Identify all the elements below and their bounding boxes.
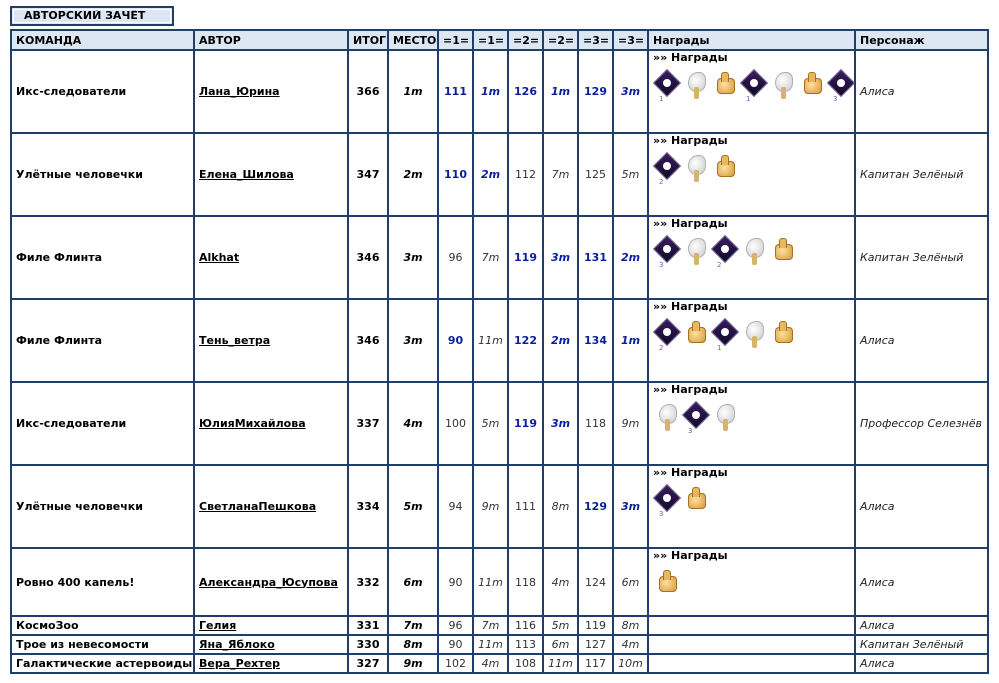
place-cell: 8m	[389, 636, 437, 653]
awards-cell	[649, 300, 854, 381]
round2-place: 8m	[544, 466, 577, 547]
author-cell	[195, 134, 347, 215]
team-cell: Галактические астервоиды	[12, 655, 193, 672]
table-row	[12, 300, 987, 381]
winged-trophy-icon[interactable]	[711, 402, 739, 436]
awards-toggle[interactable]: »» Награды	[653, 300, 728, 313]
round1-score: 90	[439, 300, 472, 381]
medal-rank-label: 3	[659, 261, 664, 269]
awards-icons	[653, 153, 850, 187]
team-cell: Икс-следователи	[12, 51, 193, 132]
diamond-shape	[740, 69, 768, 97]
header-round1-place: =1=	[474, 31, 507, 49]
character-cell: Алиса	[856, 655, 987, 672]
round1-score: 96	[439, 217, 472, 298]
author-link[interactable]: Яна_Яблоко	[199, 638, 275, 651]
author-link[interactable]: СветланаПешкова	[199, 500, 317, 513]
round1-place: 7m	[474, 217, 507, 298]
place-cell: 6m	[389, 549, 437, 615]
round3-place: 10m	[614, 655, 647, 672]
medal-rank-label: 3	[833, 95, 838, 103]
winged-trophy-icon[interactable]	[682, 70, 710, 104]
place-cell: 2m	[389, 134, 437, 215]
round2-place: 3m	[544, 217, 577, 298]
awards-toggle[interactable]: »» Награды	[653, 383, 728, 396]
total-cell: 330	[349, 636, 387, 653]
author-cell	[195, 466, 347, 547]
author-cell	[195, 300, 347, 381]
thumbs-up-icon[interactable]	[769, 236, 797, 270]
medal-rank-label: 1	[659, 95, 664, 103]
round1-score: 94	[439, 466, 472, 547]
awards-toggle[interactable]: »» Награды	[653, 217, 728, 230]
round1-score: 90	[439, 549, 472, 615]
character-cell: Капитан Зелёный	[856, 217, 987, 298]
total-cell: 327	[349, 655, 387, 672]
round1-place: 11m	[474, 636, 507, 653]
round2-place: 11m	[544, 655, 577, 672]
round2-place: 2m	[544, 300, 577, 381]
results-table	[10, 29, 989, 674]
round2-score: 126	[509, 51, 542, 132]
medal-diamond-icon[interactable]	[653, 153, 681, 187]
table-row	[12, 636, 987, 653]
medal-rank-label: 2	[717, 261, 722, 269]
winged-trophy-icon[interactable]	[740, 319, 768, 353]
team-cell: Трое из невесомости	[12, 636, 193, 653]
place-cell: 9m	[389, 655, 437, 672]
diamond-shape	[682, 401, 710, 429]
tab-inner-border	[13, 9, 171, 23]
round2-place: 6m	[544, 636, 577, 653]
thumbs-up-icon[interactable]	[769, 319, 797, 353]
author-cell	[195, 636, 347, 653]
round1-place: 4m	[474, 655, 507, 672]
awards-cell	[649, 51, 854, 132]
round3-place: 1m	[614, 300, 647, 381]
character-cell: Профессор Селезнёв	[856, 383, 987, 464]
winged-trophy-icon[interactable]	[682, 153, 710, 187]
medal-diamond-icon[interactable]	[653, 485, 681, 519]
table-row	[12, 217, 987, 298]
header-round1-score: =1=	[439, 31, 472, 49]
character-cell: Алиса	[856, 300, 987, 381]
awards-cell	[649, 466, 854, 547]
round3-place: 3m	[614, 466, 647, 547]
author-link[interactable]: Елена_Шилова	[199, 168, 294, 181]
character-cell: Капитан Зелёный	[856, 134, 987, 215]
round1-place: 1m	[474, 51, 507, 132]
round3-place: 6m	[614, 549, 647, 615]
character-cell: Алиса	[856, 617, 987, 634]
thumbs-up-icon[interactable]	[711, 153, 739, 187]
thumb-shape	[717, 161, 735, 177]
round3-place: 5m	[614, 134, 647, 215]
tab-author-standings[interactable]	[10, 6, 174, 26]
character-cell: Алиса	[856, 466, 987, 547]
place-cell: 7m	[389, 617, 437, 634]
total-cell: 346	[349, 300, 387, 381]
author-cell	[195, 383, 347, 464]
round3-score: 129	[579, 51, 612, 132]
thumb-shape	[688, 493, 706, 509]
place-cell: 3m	[389, 300, 437, 381]
awards-cell	[649, 636, 854, 653]
thumbs-up-icon[interactable]	[682, 485, 710, 519]
round1-score: 90	[439, 636, 472, 653]
tab-label: АВТОРСКИЙ ЗАЧЁТ	[24, 9, 146, 22]
round1-score: 102	[439, 655, 472, 672]
diamond-shape	[653, 152, 681, 180]
author-link[interactable]: ЮлияМихайлова	[199, 417, 306, 430]
awards-cell	[649, 217, 854, 298]
awards-cell	[649, 549, 854, 615]
round2-score: 112	[509, 134, 542, 215]
round1-place: 5m	[474, 383, 507, 464]
author-link[interactable]: Александра_Юсупова	[199, 575, 338, 589]
header-round3-score: =3=	[579, 31, 612, 49]
author-cell	[195, 217, 347, 298]
author-cell	[195, 617, 347, 634]
diamond-shape	[653, 235, 681, 263]
table-row	[12, 466, 987, 547]
round3-score: 134	[579, 300, 612, 381]
medal-diamond-icon[interactable]	[711, 319, 739, 353]
awards-toggle[interactable]: »» Награды	[653, 134, 728, 147]
awards-toggle[interactable]: »» Награды	[653, 549, 728, 562]
round1-place: 7m	[474, 617, 507, 634]
diamond-shape	[653, 484, 681, 512]
awards-icons	[653, 485, 850, 519]
team-cell: Улётные человечки	[12, 134, 193, 215]
medal-diamond-icon[interactable]	[827, 70, 854, 104]
medal-diamond-icon[interactable]	[653, 70, 681, 104]
round3-score: 117	[579, 655, 612, 672]
medal-diamond-icon[interactable]	[740, 70, 768, 104]
character-cell: Капитан Зелёный	[856, 636, 987, 653]
round1-place: 11m	[474, 549, 507, 615]
medal-rank-label: 2	[659, 344, 664, 352]
author-cell	[195, 549, 347, 615]
header-awards: Награды	[649, 31, 854, 49]
header-row	[12, 31, 987, 49]
round1-place: 2m	[474, 134, 507, 215]
diamond-shape	[827, 69, 854, 97]
team-cell: Филе Флинта	[12, 300, 193, 381]
medal-rank-label: 2	[659, 178, 664, 186]
awards-cell	[649, 655, 854, 672]
wing-shape	[659, 404, 677, 424]
header-round3-place: =3=	[614, 31, 647, 49]
round2-place: 7m	[544, 134, 577, 215]
round2-place: 1m	[544, 51, 577, 132]
header-total: ИТОГ	[349, 31, 387, 49]
thumb-shape	[717, 78, 735, 94]
total-cell: 347	[349, 134, 387, 215]
thumbs-up-icon[interactable]	[711, 70, 739, 104]
round2-score: 118	[509, 549, 542, 615]
team-cell: Икс-следователи	[12, 383, 193, 464]
medal-rank-label: 1	[746, 95, 751, 103]
header-round2-place: =2=	[544, 31, 577, 49]
table-row	[12, 383, 987, 464]
round2-score: 108	[509, 655, 542, 672]
round3-place: 9m	[614, 383, 647, 464]
awards-icons	[653, 568, 850, 602]
diamond-shape	[653, 69, 681, 97]
thumbs-up-icon[interactable]	[798, 70, 826, 104]
wing-shape	[688, 72, 706, 92]
wing-shape	[746, 238, 764, 258]
wing-shape	[688, 238, 706, 258]
round2-score: 111	[509, 466, 542, 547]
medal-rank-label: 3	[688, 427, 693, 435]
total-cell: 337	[349, 383, 387, 464]
round3-score: 131	[579, 217, 612, 298]
place-cell: 5m	[389, 466, 437, 547]
awards-icons	[653, 319, 850, 353]
round3-score: 127	[579, 636, 612, 653]
wing-shape	[717, 404, 735, 424]
round2-score: 116	[509, 617, 542, 634]
diamond-shape	[711, 235, 739, 263]
character-cell: Алиса	[856, 51, 987, 132]
table-row	[12, 617, 987, 634]
round1-place: 11m	[474, 300, 507, 381]
thumbs-up-icon[interactable]	[653, 568, 681, 602]
round1-score: 100	[439, 383, 472, 464]
round3-place: 4m	[614, 636, 647, 653]
author-link[interactable]: Alkhat	[199, 251, 240, 264]
round3-place: 8m	[614, 617, 647, 634]
diamond-shape	[653, 318, 681, 346]
total-cell: 366	[349, 51, 387, 132]
round2-score: 113	[509, 636, 542, 653]
awards-icons	[653, 70, 850, 104]
round3-score: 119	[579, 617, 612, 634]
medal-diamond-icon[interactable]	[653, 319, 681, 353]
thumbs-up-icon[interactable]	[682, 319, 710, 353]
awards-cell	[649, 617, 854, 634]
winged-trophy-icon[interactable]	[740, 236, 768, 270]
wing-shape	[775, 72, 793, 92]
round1-score: 110	[439, 134, 472, 215]
round3-score: 118	[579, 383, 612, 464]
round1-place: 9m	[474, 466, 507, 547]
header-character: Персонаж	[856, 31, 987, 49]
team-cell: Улётные человечки	[12, 466, 193, 547]
wing-shape	[688, 155, 706, 175]
awards-cell	[649, 383, 854, 464]
round3-place: 3m	[614, 51, 647, 132]
round3-score: 125	[579, 134, 612, 215]
medal-diamond-icon[interactable]	[653, 236, 681, 270]
medal-rank-label: 3	[659, 510, 664, 518]
winged-trophy-icon[interactable]	[682, 236, 710, 270]
place-cell: 3m	[389, 217, 437, 298]
author-link[interactable]: Тень_ветра	[199, 334, 271, 347]
thumb-shape	[775, 244, 793, 260]
round2-place: 4m	[544, 549, 577, 615]
author-link[interactable]: Вера_Рехтер	[199, 657, 280, 670]
place-cell: 4m	[389, 383, 437, 464]
header-place: МЕСТО	[389, 31, 437, 49]
wing-shape	[746, 321, 764, 341]
table-row	[12, 655, 987, 672]
awards-toggle[interactable]: »» Награды	[653, 51, 728, 64]
author-cell	[195, 655, 347, 672]
total-cell: 332	[349, 549, 387, 615]
round2-score: 119	[509, 383, 542, 464]
round3-place: 2m	[614, 217, 647, 298]
round2-score: 122	[509, 300, 542, 381]
total-cell: 346	[349, 217, 387, 298]
thumb-shape	[804, 78, 822, 94]
table-row	[12, 51, 987, 132]
awards-icons	[653, 402, 850, 436]
thumb-shape	[775, 327, 793, 343]
diamond-shape	[711, 318, 739, 346]
place-cell: 1m	[389, 51, 437, 132]
winged-trophy-icon[interactable]	[653, 402, 681, 436]
round2-score: 119	[509, 217, 542, 298]
thumb-shape	[659, 576, 677, 592]
thumb-shape	[688, 327, 706, 343]
winged-trophy-icon[interactable]	[769, 70, 797, 104]
character-cell: Алиса	[856, 549, 987, 615]
table-row	[12, 134, 987, 215]
medal-diamond-icon[interactable]	[682, 402, 710, 436]
round3-score: 124	[579, 549, 612, 615]
total-cell: 331	[349, 617, 387, 634]
author-link[interactable]: Гелия	[199, 619, 237, 632]
awards-icons	[653, 236, 850, 270]
awards-toggle[interactable]: »» Награды	[653, 466, 728, 479]
team-cell: КосмоЗоо	[12, 617, 193, 634]
medal-rank-label: 1	[717, 344, 722, 352]
header-round2-score: =2=	[509, 31, 542, 49]
author-cell	[195, 51, 347, 132]
header-team: КОМАНДА	[12, 31, 193, 49]
header-author: АВТОР	[195, 31, 347, 49]
table-row	[12, 549, 987, 615]
awards-cell	[649, 134, 854, 215]
total-cell: 334	[349, 466, 387, 547]
round1-score: 111	[439, 51, 472, 132]
round2-place: 5m	[544, 617, 577, 634]
author-link[interactable]: Лана_Юрина	[199, 85, 280, 98]
round2-place: 3m	[544, 383, 577, 464]
team-cell: Филе Флинта	[12, 217, 193, 298]
medal-diamond-icon[interactable]	[711, 236, 739, 270]
round1-score: 96	[439, 617, 472, 634]
team-cell: Ровно 400 капель!	[12, 549, 193, 615]
round3-score: 129	[579, 466, 612, 547]
